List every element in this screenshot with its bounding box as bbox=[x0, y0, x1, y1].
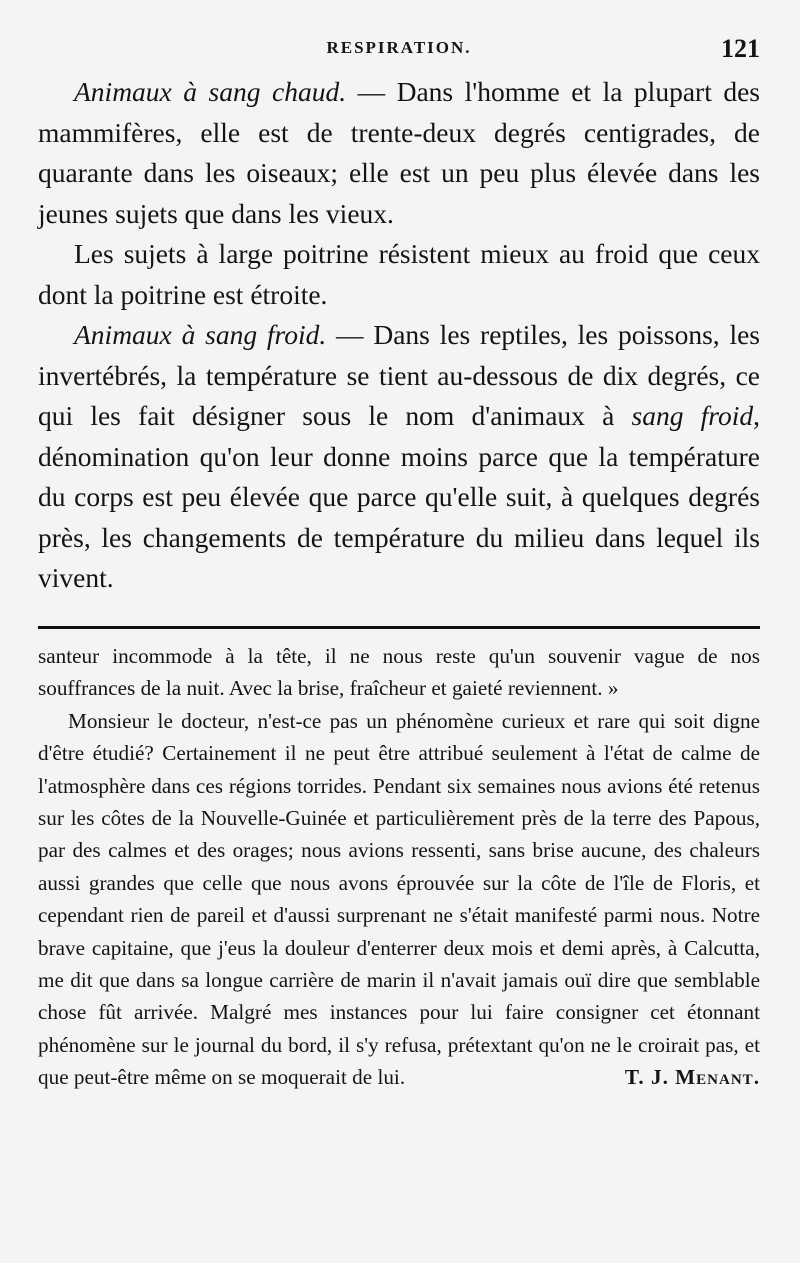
paragraph-text: — Dans l'homme et la plupart des mammifères, elle est de trente-deux degrés centigrades, de quarante dans les oiseaux; elle est un peu plus élevée dans les jeunes sujets que dans les vieux. bbox=[38, 76, 760, 229]
section-label-cold-blooded: Animaux à sang froid. bbox=[74, 319, 327, 350]
footnote-text: Monsieur le docteur, n'est-ce pas un phénomène curieux et rare qui soit digne d'être étudié? Certainement il ne peut être attribué seulement à l'état de calme de l'atmosphère dans ces régions torrides. Pendant six semaines nous avions été retenus sur les côtes de la Nouvelle-Guinée et particulièrement près de la terre des Papous, par des calmes et des orages; nous avions ressenti, sans brise aucune, des chaleurs aussi grandes que celle que nous avons éprouvée sur la côte de l'île de Floris, et cependant rien de pareil et d'aussi surprenant ne s'était manifesté parmi nous. Notre brave capitaine, que j'eus la douleur d'enterrer deux mois et demi après, à Calcutta, me dit que dans sa longue carrière de marin il n'avait jamais ouï dire que semblable chose fût arrivée. Malgré mes instances pour lui faire consigner cet étonnant phénomène sur le journal du bord, il s'y refusa, prétextant qu'on ne le croirait pas, et que peut-être même on se moquerait de lui. bbox=[38, 708, 760, 1090]
paragraph-cold-blooded bbox=[38, 315, 760, 599]
page-header bbox=[38, 34, 760, 64]
paragraph-warm-blooded bbox=[38, 72, 760, 234]
section-label-warm-blooded: Animaux à sang chaud. bbox=[74, 76, 347, 107]
running-title: RESPIRATION. bbox=[326, 38, 472, 57]
paragraph-text: Les sujets à large poitrine résistent mieux au froid que ceux dont la poitrine est étroite. bbox=[38, 238, 760, 310]
footnote-paragraph-2 bbox=[38, 705, 760, 1094]
paragraph-text: , dénomination qu'on leur donne moins parce que la température du corps est peu élevée que parce qu'elle suit, à quelques degrés près, les changements de température du milieu dans lequel ils vivent. bbox=[38, 400, 760, 593]
paragraph-text: — Dans les reptiles, les poissons, les invertébrés, la température se tient au-dessous de dix degrés, ce qui les fait désigner sous le nom d'animaux à bbox=[38, 319, 761, 431]
footnote-divider bbox=[38, 626, 760, 629]
italic-term: sang froid bbox=[631, 400, 754, 431]
main-text bbox=[38, 72, 760, 599]
signature: T. J. Menant. bbox=[624, 1065, 760, 1090]
footnote bbox=[38, 640, 760, 1094]
footnote-paragraph-1 bbox=[38, 640, 760, 705]
footnote-text: santeur incommode à la tête, il ne nous reste qu'un souvenir vague de nos souffrances de la nuit. Avec la brise, fraîcheur et gaieté reviennent. » bbox=[38, 644, 760, 701]
page-number: 121 bbox=[721, 34, 760, 63]
paragraph-chest bbox=[38, 234, 760, 315]
